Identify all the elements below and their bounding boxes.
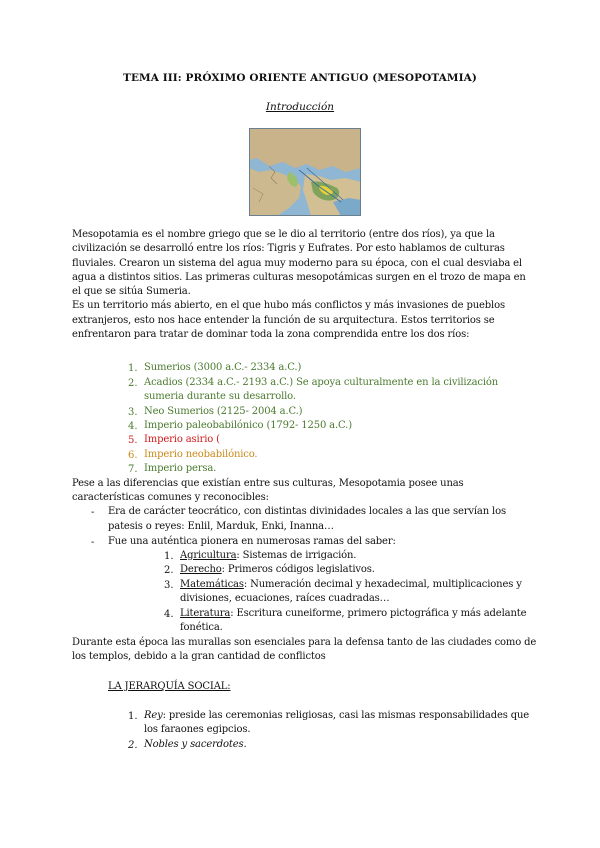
dash-marker: -: [91, 507, 95, 518]
knowledge-term: Literatura: [180, 608, 231, 619]
list-item: Imperio persa.: [144, 463, 217, 474]
list-number: 2.: [128, 378, 138, 389]
list-number: 2.: [164, 565, 174, 576]
knowledge-desc: : Numeración decimal y hexadecimal, multiplicaciones y: [243, 579, 522, 590]
dash-marker: -: [91, 537, 95, 548]
list-item: sumeria durante su desarrollo.: [144, 391, 296, 402]
list-item: Imperio asirio (: [144, 434, 220, 445]
list-item: Imperio paleobabilónico (1792- 1250 a.C.): [144, 420, 352, 431]
dash-item-line: Era de carácter teocrático, con distintas divinidades locales a las que servían los: [108, 506, 506, 517]
list-item: Nobles y sacerdotes.: [144, 739, 247, 750]
knowledge-desc: : Sistemas de irrigación.: [236, 550, 357, 561]
list-item: [180, 563, 375, 577]
list-number: 1.: [128, 363, 138, 374]
list-number: 7.: [128, 464, 138, 475]
differences-paragraph: [72, 477, 527, 506]
list-item: [180, 578, 522, 592]
knowledge-desc: : Escritura cuneiforme, primero pictográfica y más adelante: [230, 608, 527, 619]
paragraph-line: los templos, debido a la gran cantidad de conflictos: [72, 651, 326, 663]
intro-line: agua a distintos sitios. Las primeras culturas mesopotámicas surgen en el trozo de mapa en: [72, 271, 526, 283]
list-item: [180, 549, 356, 563]
intro-line: Es un territorio más abierto, en el que hubo más conflictos y más invasiones de pueblos: [72, 300, 505, 312]
knowledge-desc: : Primeros códigos legislativos.: [221, 564, 375, 575]
list-item: Neo Sumerios (2125- 2004 a.C.): [144, 406, 303, 417]
knowledge-term: Derecho: [180, 564, 222, 575]
list-item-continuation: divisiones, ecuaciones, raíces cuadradas…: [180, 593, 390, 604]
list-item: Imperio neobabilónico.: [144, 449, 258, 460]
list-item: [144, 709, 529, 723]
list-number: 2.: [128, 740, 138, 751]
list-number: 3.: [164, 580, 174, 591]
intro-paragraph: [72, 228, 527, 342]
paragraph-line: Durante esta época las murallas son esenciales para la defensa tanto de las ciudades como de: [72, 637, 537, 648]
knowledge-term: Matemáticas: [180, 579, 244, 590]
intro-line: el que se sitúa Sumeria.: [72, 286, 191, 298]
paragraph-line: características comunes y reconocibles:: [72, 492, 269, 504]
list-item: Acadios (2334 a.C.- 2193 a.C.) Se apoya culturalmente en la civilización: [144, 377, 499, 388]
dash-item-line: Fue una auténtica pionera en numerosas ramas del saber:: [108, 536, 396, 547]
list-number: 4.: [128, 421, 138, 432]
list-number: 1.: [128, 711, 138, 722]
list-number: 4.: [164, 609, 174, 620]
intro-line: enfrentaron para tratar de dominar toda la zona comprendida entre los dos ríos:: [72, 329, 470, 341]
list-item-continuation: los faraones egipcios.: [144, 724, 251, 735]
page-title: TEMA III: PRÓXIMO ORIENTE ANTIGUO (MESOPOTAMIA): [123, 72, 477, 84]
social-desc: : preside las ceremonias religiosas, casi las mismas responsabilidades que: [162, 710, 530, 721]
dash-item-line: patesis o reyes: Enlil, Marduk, Enki, Inanna…: [108, 521, 334, 532]
list-number: 5.: [128, 435, 138, 446]
walls-paragraph: [72, 636, 537, 665]
intro-line: civilización se desarrolló entre los ríos: Tigris y Eufrates. Por esto hablamos de culturas: [72, 243, 505, 255]
list-number: 1.: [164, 551, 174, 562]
list-number: 3.: [128, 407, 138, 418]
mesopotamia-map-image: [249, 128, 361, 216]
section-subtitle: Introducción: [265, 101, 335, 113]
intro-line: Mesopotamia es el nombre griego que se le dio al territorio (entre dos ríos), ya que la: [72, 229, 495, 240]
social-hierarchy-heading: LA JERARQUÍA SOCIAL:: [108, 681, 231, 692]
intro-line: extranjeros, esto nos hace entender la función de su arquitectura. Estos territorios se: [72, 314, 495, 326]
list-item: Sumerios (3000 a.C.- 2334 a.C.): [144, 362, 302, 373]
list-item-continuation: fonética.: [180, 622, 223, 633]
list-item: [180, 607, 526, 621]
knowledge-term: Agricultura: [180, 550, 237, 561]
intro-line: fluviales. Crearon un sistema del agua muy moderno para su época, con el cual desviaba el: [72, 257, 522, 269]
paragraph-line: Pese a las diferencias que existían entre sus culturas, Mesopotamia posee unas: [72, 478, 464, 489]
list-number: 6.: [128, 450, 138, 461]
social-term: Rey: [144, 710, 163, 721]
